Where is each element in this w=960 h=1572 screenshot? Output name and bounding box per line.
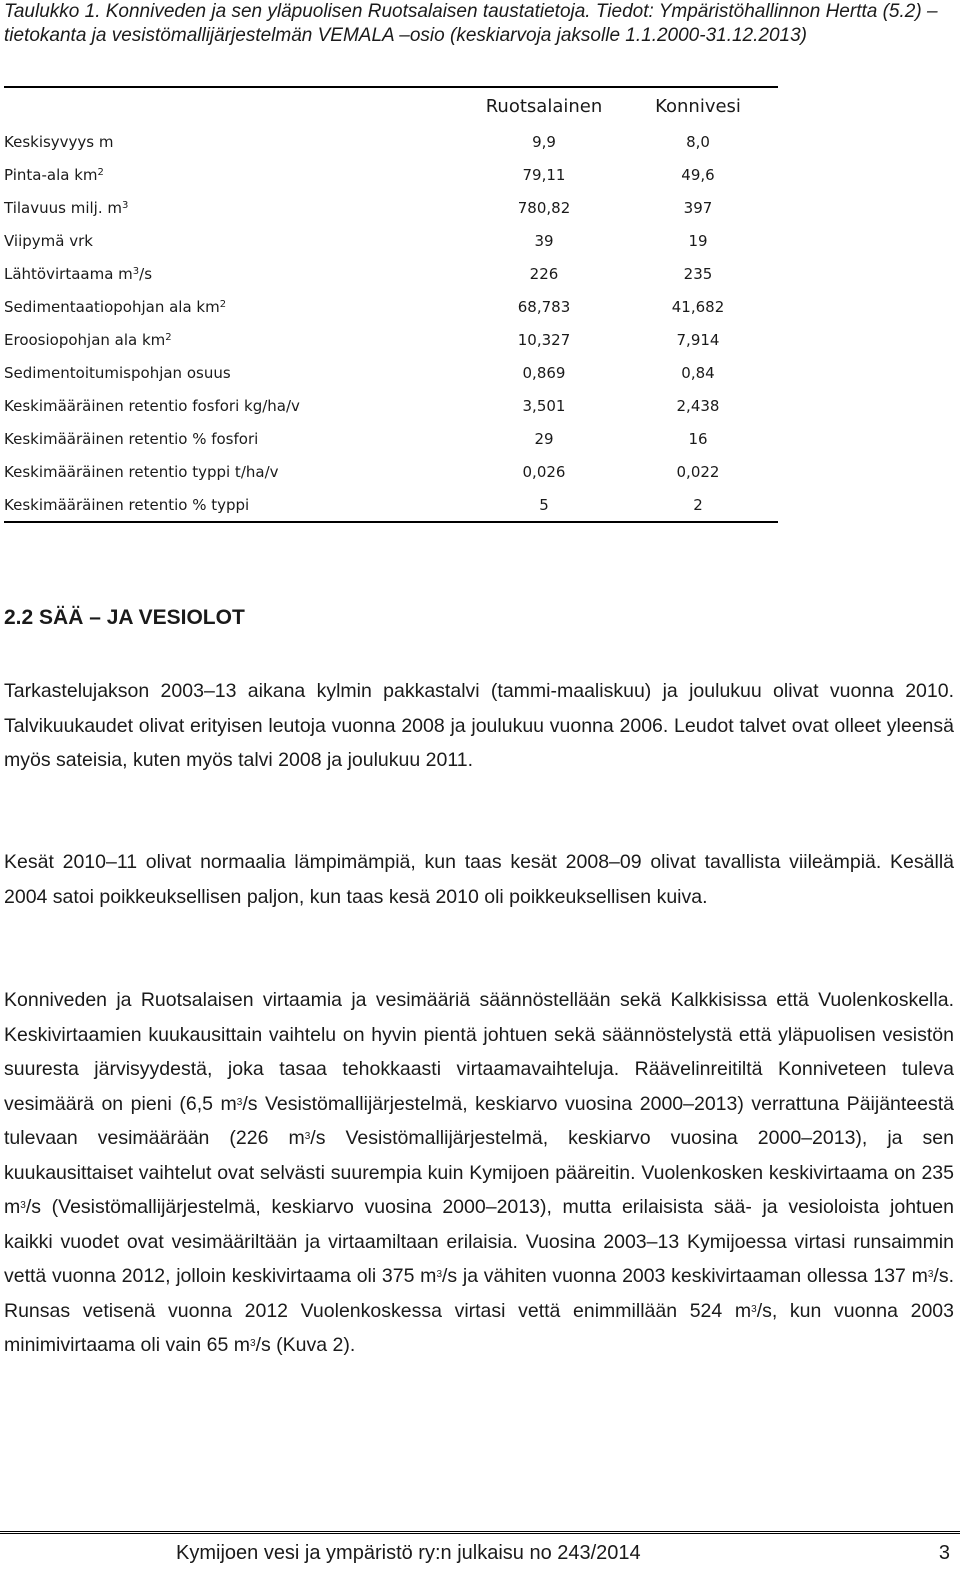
background-data-table	[4, 86, 778, 523]
row-label-text: Viipymä vrk	[4, 231, 93, 250]
table-row	[4, 488, 778, 522]
cell-ruotsalainen: 0,869	[522, 363, 566, 382]
cell-konnivesi: 2,438	[676, 396, 720, 415]
table-header-blank	[4, 87, 470, 125]
cell-ruotsalainen: 39	[534, 231, 554, 250]
row-label	[4, 389, 470, 422]
row-label	[4, 488, 470, 522]
row-label-superscript: 3	[121, 199, 129, 211]
footer-divider	[0, 1531, 960, 1534]
paragraph-segment: /s (Vesistömallijärjestelmä, keskiarvo vuosina 2000–2013), mutta erilaisista sää- ja vesioloista johtuen kaikki vuodet ovat vesimääriltään ja virtaamiltaan erilaisia. Vuosina 2003–13 Kymijoessa virtasi runsaimmin vettä vuonna 2012, jolloin keskivirtaama oli 375 m	[4, 1196, 954, 1287]
table-row	[4, 455, 778, 488]
row-label-text: Pinta-ala km	[4, 165, 98, 184]
page-number: 3	[938, 1542, 950, 1564]
table-header-row	[4, 87, 778, 125]
row-label-text: Keskisyvyys m	[4, 132, 114, 151]
paragraph-segment: /s ja vähiten vuonna 2003 keskivirtaaman ollessa 137 m	[442, 1265, 928, 1287]
table-caption: Taulukko 1. Konniveden ja sen yläpuolisen Ruotsalaisen taustatietoja. Tiedot: Ympäristöhallinnon Hertta (5.2) –tietokanta ja vesistömallijärjestelmän VEMALA –osio (keskiarvoja jaksolle 1.1.2000-31.12.2013)	[4, 1, 938, 46]
row-label-superscript: 3	[132, 265, 140, 277]
row-label	[4, 158, 470, 191]
row-label-text: Sedimentoitumispohjan osuus	[4, 363, 231, 382]
cell-konnivesi: 7,914	[676, 330, 720, 349]
row-label	[4, 290, 470, 323]
cell-ruotsalainen: 79,11	[522, 165, 566, 184]
row-label-text: Tilavuus milj. m	[4, 198, 122, 217]
table-row	[4, 224, 778, 257]
table-row	[4, 356, 778, 389]
row-label	[4, 422, 470, 455]
paragraph-segment: Konniveden ja Ruotsalaisen virtaamia ja vesimääriä säännöstellään sekä Kalkkisissa että Vuolenkoskella. Keskivirtaamien kuukausittain vaihtelu on hyvin pientä johtuen sekä säännöstelystä että yläpuolisen vesistön suuresta järvisyydestä, joka tasaa tehokkaasti virtaamavaihteluja. Räävelinreitiltä Konniveteen tuleva vesimäärä on pieni (6,5 m	[4, 989, 954, 1115]
cell-ruotsalainen: 9,9	[532, 132, 556, 151]
cell-konnivesi: 19	[688, 231, 708, 250]
row-label	[4, 257, 470, 290]
paragraph-segment: /s, kun vuonna 2003 minimivirtaama oli vain 65 m	[4, 1299, 954, 1356]
row-label-superscript: 2	[97, 166, 104, 178]
cell-ruotsalainen: 68,783	[517, 297, 571, 316]
unit-superscript: 3	[751, 1303, 757, 1315]
paragraph-segment: /s. Runsas vetisenä vuonna 2012 Vuolenkoskessa virtasi vettä enimmillään 524 m	[4, 1265, 955, 1322]
cell-konnivesi: 41,682	[671, 297, 725, 316]
paragraph-segment: /s Vesistömallijärjestelmä, keskiarvo vuosina 2000–2013) verrattuna Päijänteestä tulevaan vesimäärään (226 m	[4, 1092, 955, 1149]
row-label-text: Keskimääräinen retentio typpi t/ha/v	[4, 462, 279, 481]
section-heading: 2.2 SÄÄ – JA VESIOLOT	[4, 606, 245, 629]
cell-ruotsalainen: 10,327	[517, 330, 571, 349]
paragraph-segment: /s (Kuva 2).	[255, 1334, 356, 1356]
footer-publication: Kymijoen vesi ja ympäristö ry:n julkaisu no 243/2014	[176, 1542, 641, 1564]
row-label-text: Keskimääräinen retentio % typpi	[4, 495, 250, 514]
row-label-suffix: /s	[139, 264, 153, 283]
table-row	[4, 290, 778, 323]
row-label-text: Sedimentaatiopohjan ala km	[4, 297, 220, 316]
row-label-superscript: 2	[165, 331, 172, 343]
cell-konnivesi: 2	[618, 488, 778, 522]
row-label	[4, 191, 470, 224]
cell-ruotsalainen: 5	[470, 488, 618, 522]
paragraph-flows	[4, 983, 954, 1363]
cell-konnivesi: 8,0	[686, 132, 710, 151]
table-row	[4, 257, 778, 290]
table-header-konnivesi: Konnivesi	[618, 87, 778, 125]
unit-superscript: 3	[927, 1269, 934, 1280]
unit-superscript: 3	[250, 1338, 256, 1349]
table-row	[4, 323, 778, 356]
unit-superscript: 3	[304, 1131, 311, 1142]
cell-konnivesi: 49,6	[681, 165, 715, 184]
row-label-text: Keskimääräinen retentio fosfori kg/ha/v	[4, 396, 300, 415]
cell-konnivesi: 0,84	[681, 363, 715, 382]
cell-konnivesi: 397	[683, 198, 713, 217]
table-row	[4, 389, 778, 422]
cell-ruotsalainen: 29	[534, 429, 554, 448]
cell-ruotsalainen: 780,82	[517, 198, 571, 217]
table-row	[4, 158, 778, 191]
row-label	[4, 224, 470, 257]
cell-ruotsalainen: 0,026	[522, 462, 566, 481]
row-label	[4, 125, 470, 158]
row-label-text: Keskimääräinen retentio % fosfori	[4, 429, 259, 448]
paragraph-winter: Tarkastelujakson 2003–13 aikana kylmin pakkastalvi (tammi-maaliskuu) ja joulukuu olivat vuonna 2010. Talvikuukaudet olivat erityisen leutoja vuonna 2008 ja joulukuu vuonna 2006. Leudot talvet ovat olleet yleensä myös sateisia, kuten myös talvi 2008 ja joulukuu 2011.	[4, 680, 954, 771]
table-row	[4, 191, 778, 224]
row-label-text: Lähtövirtaama m	[4, 264, 133, 283]
paragraph-segment: /s Vesistömallijärjestelmä, keskiarvo vuosina 2000–2013), ja sen kuukausittaiset vaihtelut ovat selvästi suurempia kuin Kymijoen pääreitin. Vuolenkosken keskivirtaama on 235 m	[4, 1127, 954, 1218]
table-row	[4, 422, 778, 455]
row-label	[4, 323, 470, 356]
row-label	[4, 356, 470, 389]
cell-konnivesi: 0,022	[676, 462, 720, 481]
paragraph-summer: Kesät 2010–11 olivat normaalia lämpimämpiä, kun taas kesät 2008–09 olivat tavallista viileämpiä. Kesällä 2004 satoi poikkeuksellisen paljon, kun taas kesä 2010 oli poikkeuksellisen kuiva.	[4, 851, 954, 908]
row-label-superscript: 2	[219, 298, 227, 310]
unit-superscript: 3	[20, 1200, 26, 1211]
table-row	[4, 125, 778, 158]
row-label	[4, 455, 470, 488]
cell-konnivesi: 16	[688, 429, 708, 448]
table-header-ruotsalainen: Ruotsalainen	[470, 87, 618, 125]
unit-superscript: 3	[436, 1269, 442, 1280]
cell-ruotsalainen: 226	[529, 264, 559, 283]
cell-ruotsalainen: 3,501	[522, 396, 566, 415]
row-label-text: Eroosiopohjan ala km	[4, 330, 166, 349]
unit-superscript: 3	[236, 1096, 243, 1108]
cell-konnivesi: 235	[683, 264, 713, 283]
